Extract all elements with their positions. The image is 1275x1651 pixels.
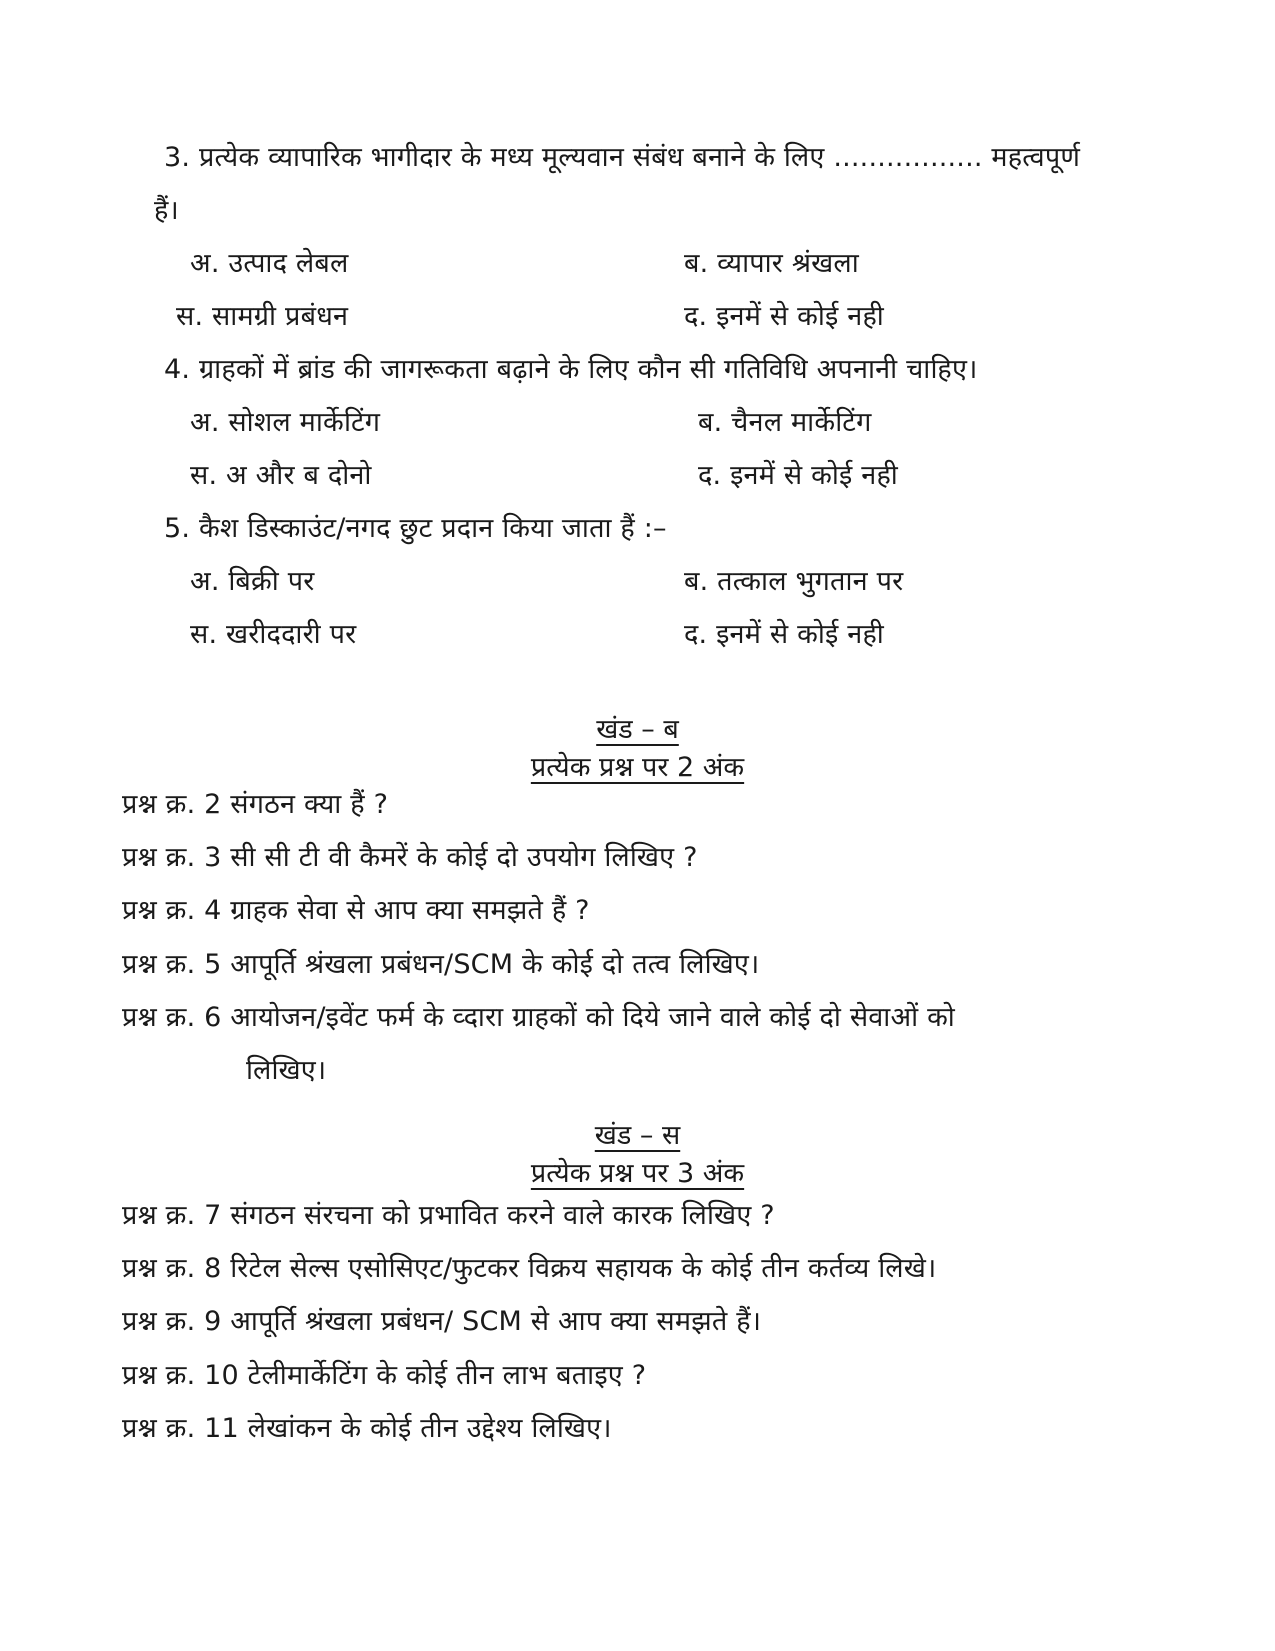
question-10: प्रश्न क्र. 10 टेलीमार्केटिंग के कोई तीन लाभ बताइए ? bbox=[122, 1360, 647, 1391]
question-7: प्रश्न क्र. 7 संगठन संरचना को प्रभावित करने वाले कारक लिखिए ? bbox=[122, 1200, 775, 1231]
mcq-3-text: 3. प्रत्येक व्यापारिक भागीदार के मध्य मूल्यवान संबंध बनाने के लिए ................. महत्वपूर्ण bbox=[164, 142, 1081, 173]
question-2: प्रश्न क्र. 2 संगठन क्या हैं ? bbox=[122, 789, 389, 820]
mcq-5-text: 5. कैश डिस्काउंट/नगद छुट प्रदान किया जाता हैं :– bbox=[164, 513, 667, 544]
question-3: प्रश्न क्र. 3 सी सी टी वी कैमरें के कोई दो उपयोग लिखिए ? bbox=[122, 842, 698, 873]
section-c-subtitle-text: प्रत्येक प्रश्न पर 3 अंक bbox=[530, 1158, 745, 1189]
mcq-3-text-cont: हैं। bbox=[154, 195, 179, 226]
mcq-3-option-d: द. इनमें से कोई नही bbox=[684, 301, 884, 332]
mcq-4-text: 4. ग्राहकों में ब्रांड की जागरूकता बढ़ाने के लिए कौन सी गतिविधि अपनानी चाहिए। bbox=[164, 354, 978, 385]
mcq-5-option-d: द. इनमें से कोई नही bbox=[684, 619, 884, 650]
question-4: प्रश्न क्र. 4 ग्राहक सेवा से आप क्या समझते हैं ? bbox=[122, 895, 590, 926]
mcq-5-option-a: अ. बिक्री पर bbox=[190, 566, 315, 597]
mcq-3-option-b: ब. व्यापार श्रंखला bbox=[684, 248, 859, 279]
question-11: प्रश्न क्र. 11 लेखांकन के कोई तीन उद्देश्य लिखिए। bbox=[122, 1413, 612, 1444]
section-b-title-text: खंड – ब bbox=[596, 714, 679, 745]
section-c-subtitle bbox=[0, 1156, 1275, 1192]
question-8: प्रश्न क्र. 8 रिटेल सेल्स एसोसिएट/फुटकर विक्रय सहायक के कोई तीन कर्तव्य लिखे। bbox=[122, 1253, 937, 1284]
mcq-4-option-b: ब. चैनल मार्केटिंग bbox=[698, 407, 872, 438]
section-b-subtitle-text: प्रत्येक प्रश्न पर 2 अंक bbox=[530, 752, 745, 783]
mcq-3-option-c: स. सामग्री प्रबंधन bbox=[176, 301, 349, 332]
question-6-cont: लिखिए। bbox=[246, 1055, 327, 1086]
question-5: प्रश्न क्र. 5 आपूर्ति श्रंखला प्रबंधन/SCM के कोई दो तत्व लिखिए। bbox=[122, 949, 760, 980]
mcq-3-option-a: अ. उत्पाद लेबल bbox=[190, 248, 349, 279]
mcq-5-option-b: ब. तत्काल भुगतान पर bbox=[684, 566, 904, 597]
question-6: प्रश्न क्र. 6 आयोजन/इवेंट फर्म के व्दारा ग्राहकों को दिये जाने वाले कोई दो सेवाओं को bbox=[122, 1002, 955, 1033]
question-9: प्रश्न क्र. 9 आपूर्ति श्रंखला प्रबंधन/ SCM से आप क्या समझते हैं। bbox=[122, 1306, 762, 1337]
section-b-title bbox=[0, 712, 1275, 748]
section-c-title-text: खंड – स bbox=[594, 1120, 681, 1151]
mcq-4-option-c: स. अ और ब दोनो bbox=[190, 460, 372, 491]
mcq-4-option-a: अ. सोशल मार्केटिंग bbox=[190, 407, 381, 438]
section-c-title bbox=[0, 1118, 1275, 1154]
section-b-subtitle bbox=[0, 750, 1275, 786]
mcq-5-option-c: स. खरीददारी पर bbox=[190, 619, 357, 650]
mcq-4-option-d: द. इनमें से कोई नही bbox=[698, 460, 898, 491]
